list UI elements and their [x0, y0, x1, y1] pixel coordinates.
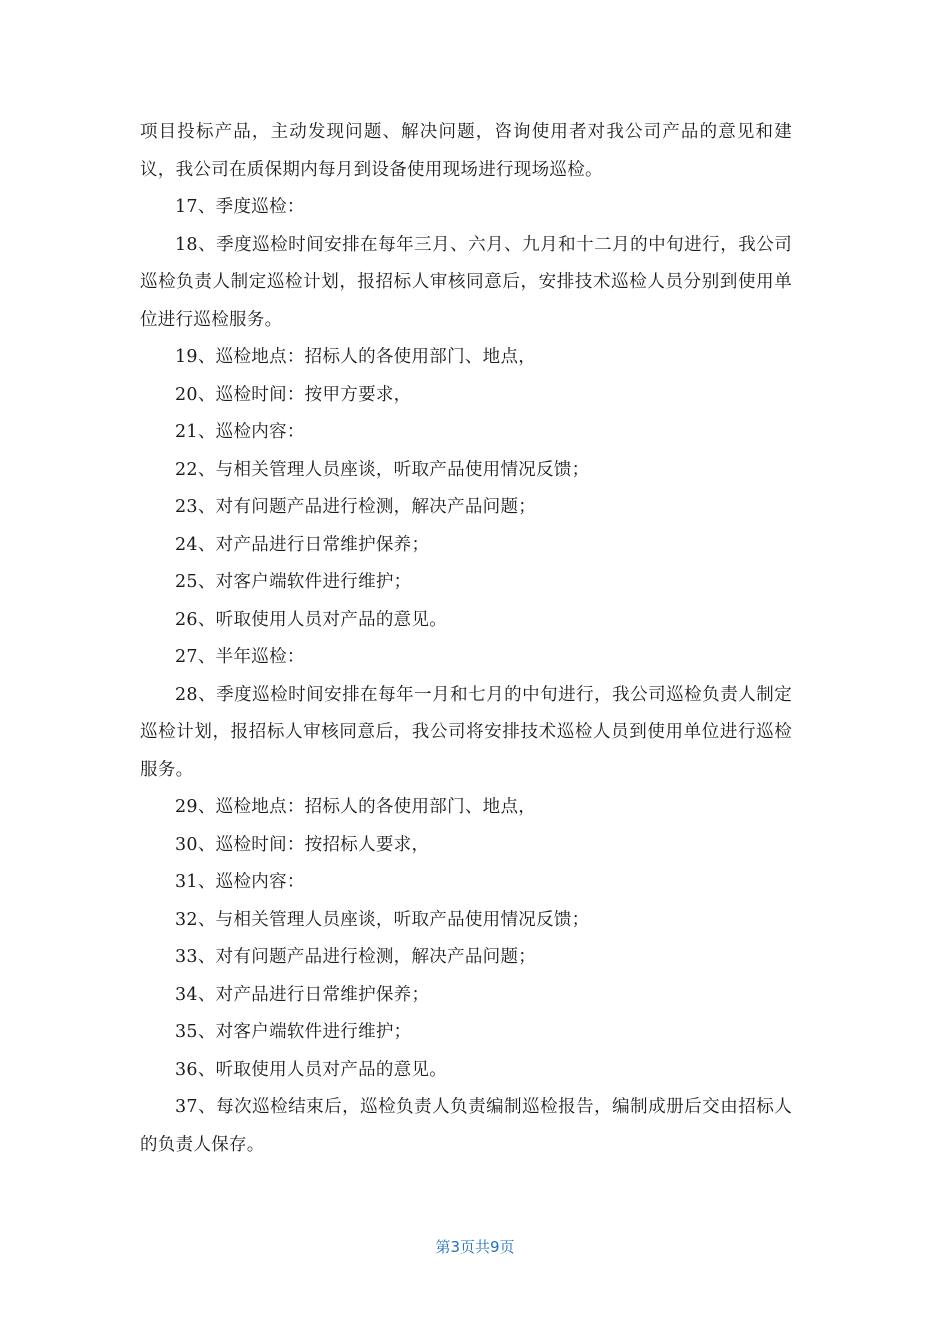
paragraph: 23、对有问题产品进行检测，解决产品问题； [175, 497, 537, 517]
paragraph: 24、对产品进行日常维护保养； [175, 534, 430, 555]
paragraph: 27、半年巡检： [175, 647, 305, 667]
paragraph: 28、季度巡检时间安排在每年一月和七月的中旬进行，我公司巡检负责人制定巡检计划，报招标人审核同意后，我公司将安排技术巡检人员到使用单位进行巡检服务。 [140, 684, 792, 780]
paragraph: 31、巡检内容： [175, 872, 305, 892]
paragraph: 项目投标产品，主动发现问题、解决问题，咨询使用者对我公司产品的意见和建议，我公司在质保期内每月到设备使用现场进行现场巡检。 [140, 122, 792, 180]
paragraph: 33、对有问题产品进行检测，解决产品问题； [175, 947, 537, 967]
paragraph: 29、巡检地点：招标人的各使用部门、地点， [175, 797, 537, 817]
page-number-footer: 第3页共9页 [435, 1238, 515, 1256]
paragraph: 26、听取使用人员对产品的意见。 [175, 609, 448, 630]
paragraph: 32、与相关管理人员座谈，听取产品使用情况反馈； [175, 909, 590, 930]
paragraph: 36、听取使用人员对产品的意见。 [175, 1059, 448, 1080]
paragraph: 35、对客户端软件进行维护； [175, 1022, 412, 1042]
paragraph: 30、巡检时间：按招标人要求， [175, 834, 430, 855]
paragraph: 19、巡检地点：招标人的各使用部门、地点， [175, 347, 537, 367]
paragraph: 18、季度巡检时间安排在每年三月、六月、九月和十二月的中旬进行，我公司巡检负责人制定巡检计划，报招标人审核同意后，安排技术巡检人员分别到使用单位进行巡检服务。 [140, 234, 792, 330]
paragraph: 20、巡检时间：按甲方要求， [175, 384, 412, 405]
paragraph: 37、每次巡检结束后，巡检负责人负责编制巡检报告，编制成册后交由招标人的负责人保存。 [140, 1097, 792, 1155]
paragraph: 25、对客户端软件进行维护； [175, 572, 412, 592]
paragraph: 22、与相关管理人员座谈，听取产品使用情况反馈； [175, 459, 590, 480]
paragraph: 34、对产品进行日常维护保养； [175, 984, 430, 1005]
paragraph: 21、巡检内容： [175, 422, 305, 442]
paragraph: 17、季度巡检： [175, 197, 305, 217]
document-body [140, 114, 792, 1164]
